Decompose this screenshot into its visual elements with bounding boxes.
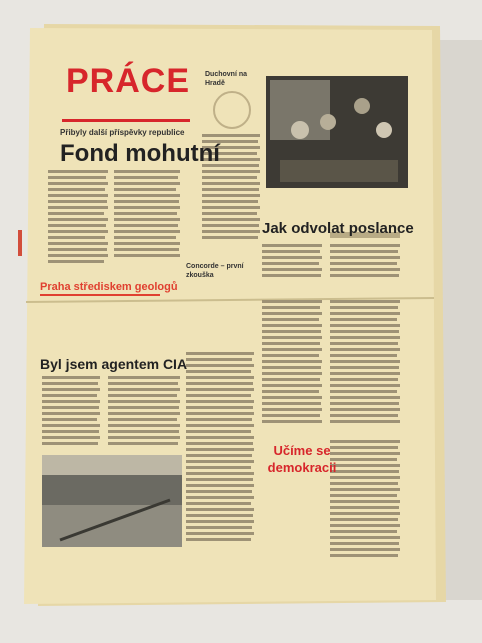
- newspaper-masthead: PRÁCE: [66, 62, 191, 100]
- shadow-right: [440, 40, 482, 600]
- headline-duchovni: Duchovní na Hradě: [205, 71, 248, 87]
- text-column-left-2: [114, 170, 180, 257]
- photo-person: [354, 98, 370, 114]
- headline-jak-odvolat: Jak odvolat poslance: [262, 220, 414, 237]
- photo-river-sky: [42, 455, 182, 475]
- photo-table: [280, 160, 398, 182]
- main-kicker: Přibyly další příspěvky republice: [60, 128, 185, 137]
- photo-person: [320, 114, 336, 130]
- photo-person: [291, 121, 309, 139]
- photo-person: [376, 122, 392, 138]
- headline-concorde: Concorde – první zkouška: [186, 263, 244, 279]
- red-side-mark: [18, 230, 22, 256]
- masthead-rule: [62, 119, 190, 122]
- headline-agent: Byl jsem agentem CIA: [40, 356, 188, 372]
- photo-river-water: [42, 505, 182, 547]
- main-headline: Fond mohutní: [60, 140, 220, 167]
- headline-ucime: Učíme se demokracii: [267, 443, 337, 475]
- headline-praha: Praha střediskem geologů: [40, 281, 178, 293]
- praha-underline: [40, 294, 160, 296]
